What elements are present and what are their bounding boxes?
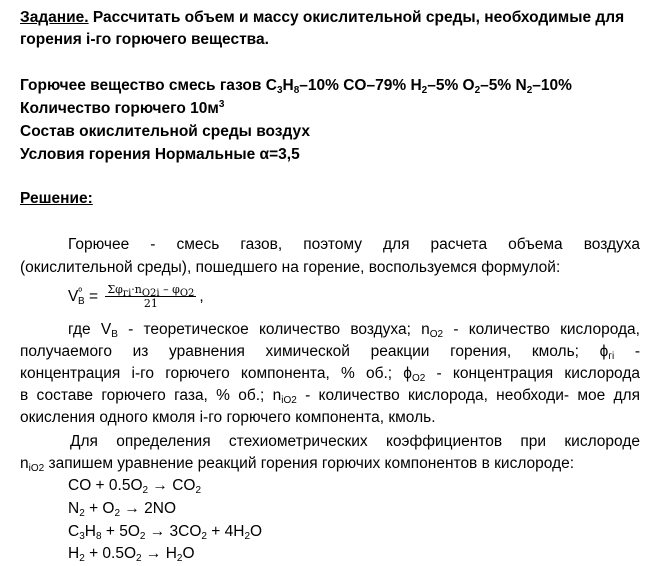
fuel-amount: Количество горючего $10м^3$ — [20, 99, 225, 117]
equation-h2: $H_2 + 0.5O_2 \to H_2O$ — [68, 545, 195, 564]
paragraph-1-line-1: Горючее - смесь газов, поэтому для расчета объема воздуха — [68, 236, 640, 253]
combustion-conditions: Условия горения Нормальные α=3,5 — [20, 146, 300, 163]
equation-c3h8: $C_3H_8 + 5O_2 \to 3CO_2 + 4H_2O$ — [68, 523, 263, 542]
formula-numerator: $\Sigma\varphi_{гi}\cdot n_{O2i} - \varphi_{O2}$ — [107, 283, 195, 299]
definition-line-4: в составе горючего газа, % об.; $n_{iO2}$ - количество кислорода, необходи- мое для — [20, 387, 640, 406]
solution-heading: Решение: — [20, 190, 93, 207]
paragraph-2-line-2: $n_{iO2}$ запишем уравнение реакций горения горючих компонентов в кислороде: — [20, 455, 575, 474]
task-label: Задание. — [20, 9, 89, 26]
equation-n2: $N_2 + O_2 \to 2NO$ — [68, 500, 177, 519]
oxidizer-composition: Состав окислительной среды воздух — [20, 123, 310, 140]
fuel-composition: Горючее вещество смесь газов $C_3H_8-10\%$ CO–79% $H_2-5\%$ $O_2-5\%$ $N_2-10\%$ — [20, 77, 572, 96]
paragraph-1-line-2: (окислительной среды), пошедшего на горение, воспользуемся формулой: — [20, 259, 561, 276]
air-volume-formula: $V^º_В$ = $\frac{\Sigma\varphi_{гi}\cdot n_{O2i} - \varphi_{O2}}{21}$ , — [68, 283, 204, 310]
definition-line-3: концентрация i-го горючего компонента, % об.; $\phi_{O2}$ - концентрация кислорода — [20, 365, 641, 384]
definition-line-1: где $V_В$ - теоретическое количество воздуха; $n_{O2}$ - количество кислорода, — [68, 321, 640, 340]
definition-line-5: окисления одного кмоля i-го горючего компонента, кмоль. — [20, 409, 436, 426]
task-line-1: Задание. Рассчитать объем и массу окислительной среды, необходимые для — [20, 9, 625, 26]
definition-line-2: получаемого из уравнения химической реакции горения, кмоль; $\phi_{гi}$ - — [20, 343, 640, 362]
paragraph-2-line-1: Для определения стехиометрических коэффициентов при кислороде — [70, 433, 640, 450]
formula-denominator: 21 — [143, 297, 158, 310]
task-line-2: горения i-го горючего вещества. — [20, 31, 269, 48]
formula-fraction — [105, 284, 196, 310]
equation-co: CO + $0.5O_2 \to CO_2$ — [68, 477, 202, 496]
